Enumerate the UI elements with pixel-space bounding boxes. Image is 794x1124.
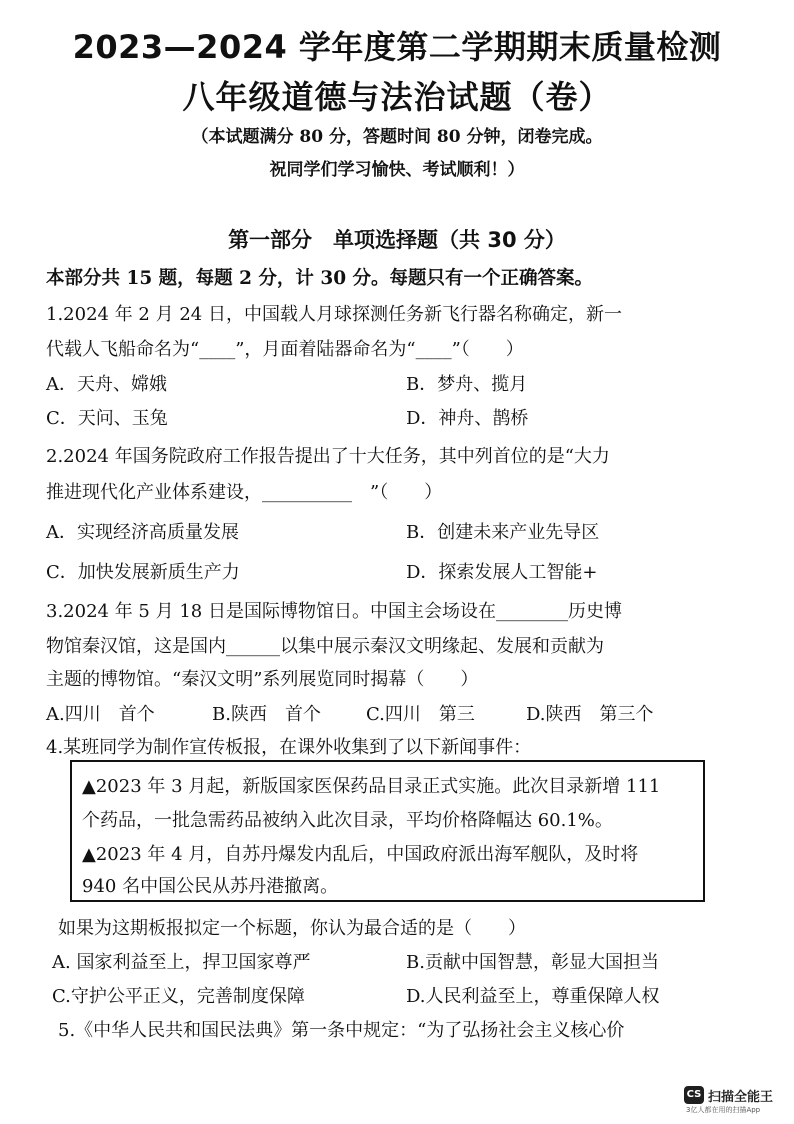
news-box: [70, 760, 705, 902]
q3-stem-line3: 主题的博物馆。“秦汉文明”系列展览同时揭幕（ ）: [46, 669, 479, 690]
q4-prompt: 如果为这期板报拟定一个标题，你认为最合适的是（ ）: [58, 918, 526, 939]
news-item-2-line2: 940 名中国公民从苏丹港撤离。: [82, 876, 339, 897]
q1-option-d: D．神舟、鹊桥: [406, 408, 529, 429]
q5-stem-line1: 5.《中华人民共和国民法典》第一条中规定：“为了弘扬社会主义核心价: [58, 1020, 625, 1041]
q1-stem-line2: 代载人飞船命名为“____”，月面着陆器命名为“____”（ ）: [46, 339, 524, 360]
q3-stem-line2: 物馆秦汉馆，这是国内______以集中展示秦汉文明缘起、发展和贡献为: [46, 636, 604, 657]
camscanner-logo-icon: CS: [684, 1086, 704, 1104]
q3-stem-line1: 3.2024 年 5 月 18 日是国际博物馆日。中国主会场设在________历史博: [46, 601, 622, 622]
section-instructions: 本部分共 15 题，每题 2 分，计 30 分。每题只有一个正确答案。: [46, 268, 594, 289]
watermark-name: 扫描全能王: [708, 1090, 774, 1105]
q2-stem-line1: 2.2024 年国务院政府工作报告提出了十大任务，其中列首位的是“大力: [46, 446, 610, 467]
q2-stem-line2: 推进现代化产业体系建设，__________ ”（ ）: [46, 482, 443, 503]
news-item-1-line2: 个药品，一批急需药品被纳入此次目录，平均价格降幅达 60.1%。: [82, 810, 613, 831]
exam-note-line1: （本试题满分 80 分，答题时间 80 分钟，闭卷完成。: [191, 127, 603, 147]
q4-option-b: B.贡献中国智慧，彰显大国担当: [406, 952, 659, 973]
q2-option-a: A．实现经济高质量发展: [46, 522, 239, 543]
q3-option-d: D.陕西 第三个: [526, 704, 654, 725]
q2-option-c: C．加快发展新质生产力: [46, 562, 240, 583]
news-item-1-line1: ▲2023 年 3 月起，新版国家医保药品目录正式实施。此次目录新增 111: [82, 776, 661, 797]
q2-option-b: B．创建未来产业先导区: [406, 522, 600, 543]
q3-option-a: A.四川 首个: [46, 704, 155, 725]
q4-option-a: A. 国家利益至上，捍卫国家尊严: [52, 952, 311, 973]
news-item-2-line1: ▲2023 年 4 月，自苏丹爆发内乱后，中国政府派出海军舰队，及时将: [82, 844, 639, 865]
exam-subtitle: 八年级道德与法治试题（卷）: [182, 78, 612, 116]
section-title: 第一部分 单项选择题（共 30 分）: [228, 228, 566, 252]
q1-option-b: B．梦舟、揽月: [406, 374, 528, 395]
q3-option-b: B.陕西 首个: [212, 704, 321, 725]
q1-option-c: C．天问、玉兔: [46, 408, 168, 429]
q1-stem-line1: 1.2024 年 2 月 24 日，中国载人月球探测任务新飞行器名称确定，新一: [46, 304, 622, 325]
watermark-tagline: 3亿人都在用的扫描App: [686, 1106, 761, 1114]
q4-stem-line1: 4.某班同学为制作宣传板报，在课外收集到了以下新闻事件：: [46, 737, 532, 758]
q2-option-d: D．探索发展人工智能+: [406, 562, 598, 583]
q4-option-c: C.守护公平正义，完善制度保障: [52, 986, 305, 1007]
exam-note-line2: 祝同学们学习愉快、考试顺利！）: [269, 160, 525, 180]
scanner-watermark: [684, 1083, 788, 1117]
q3-option-c: C.四川 第三: [366, 704, 475, 725]
q4-option-d: D.人民利益至上，尊重保障人权: [406, 986, 660, 1007]
q1-option-a: A．天舟、嫦娥: [46, 374, 167, 395]
exam-title: 2023—2024 学年度第二学期期末质量检测: [72, 28, 722, 66]
